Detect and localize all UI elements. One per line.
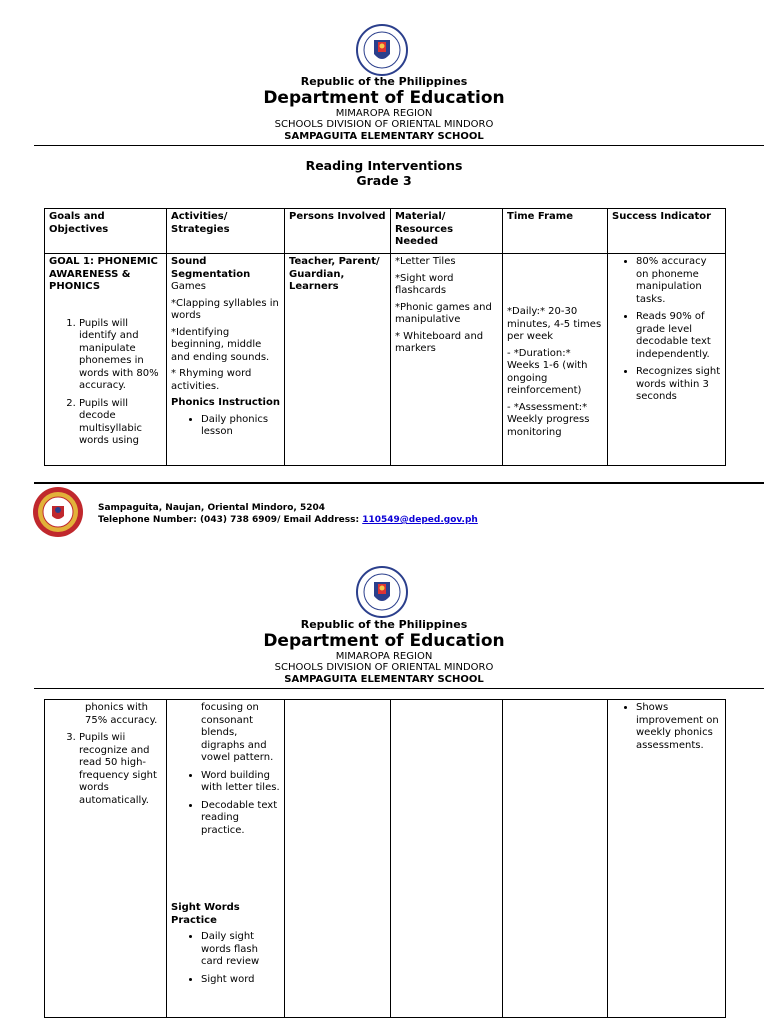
sight-words-list [171,931,280,986]
success-cell [608,254,726,466]
table-row [45,254,726,466]
deped-seal-logo [356,24,408,76]
header-time-frame: Time Frame [503,209,608,254]
persons-cell [285,700,391,1018]
time-frame-cell [503,700,608,1018]
list-item: • Daily sight words flash card review [201,931,280,969]
list-item: • Decodable text reading practice. [201,800,280,838]
material-item: * Whiteboard and markers [395,330,484,354]
header-goals: Goals and Objectives [45,209,167,254]
success-item: • Recognizes sight words within 3 seconds [636,366,721,404]
activities-cell [167,700,285,1018]
header-activities: Activities/ Strategies [167,209,285,254]
email-link[interactable]: 110549@deped.gov.ph [362,515,478,525]
division-text: SCHOOLS DIVISION OF ORIENTAL MINDORO [274,662,494,673]
school-name: SAMPAGUITA ELEMENTARY SCHOOL [284,131,484,142]
header-materials: Material/ Resources Needed [391,209,503,254]
region-text: MIMAROPA REGION [335,651,433,662]
phonics-list [171,770,280,838]
school-name: SAMPAGUITA ELEMENTARY SCHOOL [284,674,484,685]
department-title: Department of Education [263,88,505,108]
objectives-list [49,732,162,807]
grade-label: Grade 3 [356,173,412,188]
success-item: • 80% accuracy on phoneme manipulation tasks. [636,256,721,306]
deped-seal-logo [356,566,408,618]
activity-text: *Identifying beginning, middle and ending sounds. [171,326,270,363]
school-logo [32,486,84,538]
persons-text: Teacher, Parent/ Guardian, Learners [289,256,380,292]
time-frame-item: *Daily:* 20-30 minutes, 4-5 times per week [507,306,602,342]
objective-item: 3. Pupils wii recognize and read 50 high-frequency sight words automatically. [79,732,162,807]
table-row [45,700,726,1018]
interventions-table [44,208,726,466]
objective-item: 2. Pupils will decode multisyllabic words using [79,398,162,448]
footer-phone: Telephone Number: (043) 738 6909/ Email Address: [98,515,363,525]
goals-cell [45,254,167,466]
material-item: *Sight word flashcards [395,272,454,296]
republic-text: Republic of the Philippines [300,618,468,631]
interventions-table-continued [44,699,726,1018]
success-item: • Shows improvement on weekly phonics assessments. [636,702,721,752]
document-title: Reading Interventions [305,158,463,173]
list-item: • Daily phonics lesson [201,414,280,439]
success-cell [608,700,726,1018]
activities-cell [167,254,285,466]
footer-address: Sampaguita, Naujan, Oriental Mindoro, 5204 [98,503,326,513]
phonics-list [171,414,280,439]
header-persons: Persons Involved [285,209,391,254]
time-frame-item: - *Duration:* Weeks 1-6 (with ongoing reinforcement) [507,347,588,396]
list-item: • Sight word [201,974,280,987]
activity-text: * Rhyming word activities. [171,368,252,392]
header-divider [34,145,764,146]
footer-phone-line [98,514,478,526]
time-frame-item: - *Assessment:* Weekly progress monitoring [507,401,590,438]
division-text: SCHOOLS DIVISION OF ORIENTAL MINDORO [274,119,494,130]
objective-continued: phonics with 75% accuracy. [85,702,158,726]
goal-title: GOAL 1: PHONEMIC AWARENESS & PHONICS [49,256,158,292]
success-list [612,256,721,404]
material-item: *Letter Tiles [395,256,456,267]
department-title: Department of Education [263,631,505,651]
success-item: • Reads 90% of grade level decodable text independently. [636,311,721,361]
success-list [612,702,721,752]
region-text: MIMAROPA REGION [335,108,433,119]
goals-cell [45,700,167,1018]
list-item: • Word building with letter tiles. [201,770,280,795]
phonics-instruction-title: Phonics Instruction [171,397,280,408]
header-divider [34,688,764,689]
objective-item: 1. Pupils will identify and manipulate phonemes in words with 80% accuracy. [79,318,162,393]
sight-words-title: Sight Words Practice [171,902,240,926]
objectives-list [49,318,162,448]
republic-text: Republic of the Philippines [300,75,468,88]
activity-text: *Clapping syllables in words [171,297,279,321]
time-frame-cell [503,254,608,466]
material-item: *Phonic games and manipulative [395,301,492,325]
materials-cell [391,254,503,466]
sound-segmentation-title: Sound Segmentation [171,256,251,280]
phonics-continued: focusing on consonant blends, digraphs and vowel pattern. [201,702,274,763]
footer-contact [98,502,478,526]
activity-text: Games [171,281,206,292]
table-header-row [45,209,726,254]
header-success: Success Indicator [608,209,726,254]
materials-cell [391,700,503,1018]
footer-divider [34,482,764,484]
persons-cell [285,254,391,466]
